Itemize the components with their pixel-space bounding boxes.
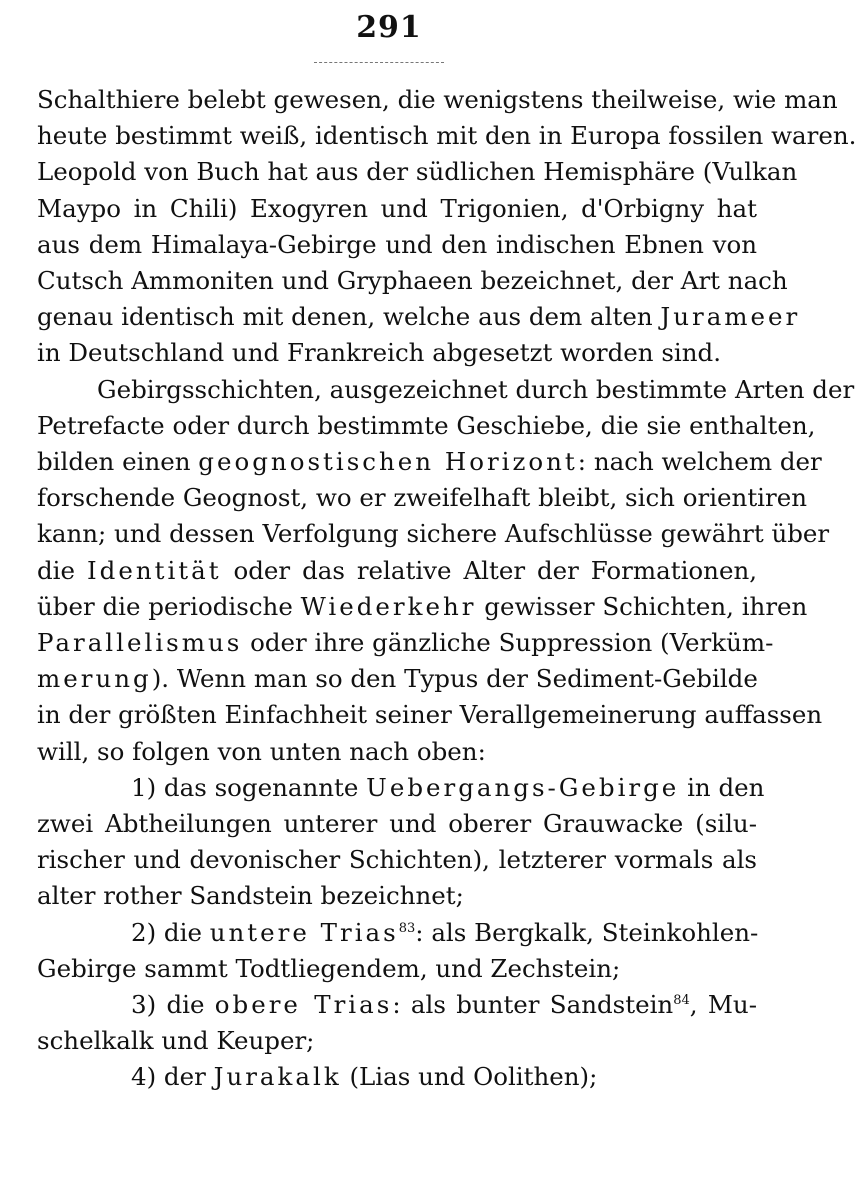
line-segment: (Lias und Oolithen); <box>341 1062 598 1092</box>
line-segment: ). Wenn man so den Typus der Sediment-Gebilde <box>151 664 758 694</box>
line-segment: 1) das sogenannte <box>131 772 367 802</box>
text-line <box>37 661 757 697</box>
text-line: alter rother Sandstein bezeichnet; <box>37 881 464 911</box>
line-segment: in den <box>679 772 765 802</box>
text-line <box>37 444 822 480</box>
line-segment: über die periodische <box>37 591 301 621</box>
line-segment: oder das relative Alter der Formationen, <box>221 555 758 585</box>
line-segment: 4) der <box>131 1062 214 1092</box>
text-line: kann; und dessen Verfolgung sichere Aufschlüsse gewährt über <box>37 519 830 549</box>
line-segment: gewisser Schichten, ihren <box>476 591 808 621</box>
text-line: will, so folgen von unten nach oben: <box>37 736 486 766</box>
text-line: in der größten Einfachheit seiner Verallgemeinerung auffassen <box>37 700 823 730</box>
text-line: zwei Abtheilungen unterer und oberer Grauwacke (silu- <box>37 809 757 839</box>
text-line: Maypo in Chili) Exogyren und Trigonien, d'Orbigny hat <box>37 193 757 223</box>
list-item-4 <box>37 1059 757 1095</box>
spaced-term: untere Trias <box>209 917 399 947</box>
text-line: schelkalk und Keuper; <box>37 1026 315 1056</box>
line-segment: : als bunter Sandstein <box>392 990 674 1020</box>
text-line: heute bestimmt weiß, identisch mit den in Europa fossilen waren. <box>37 121 856 151</box>
spaced-term: Jurakalk <box>213 1062 342 1092</box>
spaced-term: Jurameer <box>660 302 801 332</box>
spaced-term: Wiederkehr <box>300 591 477 621</box>
text-line: Leopold von Buch hat aus der südlichen Hemisphäre (Vulkan <box>37 157 798 187</box>
line-segment: die <box>37 555 87 585</box>
footnote-marker: 84 <box>673 992 690 1008</box>
text-line: Cutsch Ammoniten und Gryphaeen bezeichnet, der Art nach <box>37 266 788 296</box>
text-line <box>37 625 774 661</box>
list-item-2 <box>37 915 757 951</box>
list-item-3 <box>37 987 757 1023</box>
spaced-term: Identität <box>86 555 222 585</box>
spaced-term: merung <box>37 664 152 694</box>
line-segment: : als Bergkalk, Steinkohlen- <box>415 917 759 947</box>
spaced-term: Parallelismus <box>37 628 243 658</box>
text-line <box>37 553 757 589</box>
text-line: rischer und devonischer Schichten), letzterer vormals als <box>37 845 757 875</box>
line-segment: oder ihre gänzliche Suppression (Verküm- <box>242 628 774 658</box>
line-segment: genau identisch mit denen, welche aus dem alten <box>37 302 661 332</box>
body-text <box>37 82 856 1096</box>
text-line: Gebirgsschichten, ausgezeichnet durch bestimmte Arten der <box>97 374 855 404</box>
line-segment: , Mu- <box>689 990 757 1020</box>
text-line: forschende Geognost, wo er zweifelhaft bleibt, sich orientiren <box>37 483 807 513</box>
spaced-term: geognostischen Horizont <box>198 447 578 477</box>
list-item-1 <box>37 770 765 806</box>
text-line: aus dem Himalaya-Gebirge und den indischen Ebnen von <box>37 229 757 259</box>
text-line: Petrefacte oder durch bestimmte Geschiebe, die sie enthalten, <box>37 410 816 440</box>
text-line <box>37 299 801 335</box>
text-line: Schalthiere belebt gewesen, die wenigstens theilweise, wie man <box>37 85 838 114</box>
footnote-marker: 83 <box>398 920 416 936</box>
header-rule <box>314 62 444 63</box>
line-segment: bilden einen <box>37 447 199 477</box>
page-number: 291 <box>356 10 422 45</box>
line-segment: : nach welchem der <box>577 447 822 477</box>
line-segment: 3) die <box>131 990 215 1020</box>
text-line <box>37 589 808 625</box>
spaced-term: obere Trias <box>214 990 393 1020</box>
text-line: Gebirge sammt Todtliegendem, und Zechstein; <box>37 953 621 983</box>
spaced-term: Uebergangs-Gebirge <box>366 772 680 802</box>
line-segment: 2) die <box>131 917 210 947</box>
text-line: in Deutschland und Frankreich abgesetzt worden sind. <box>37 338 722 368</box>
